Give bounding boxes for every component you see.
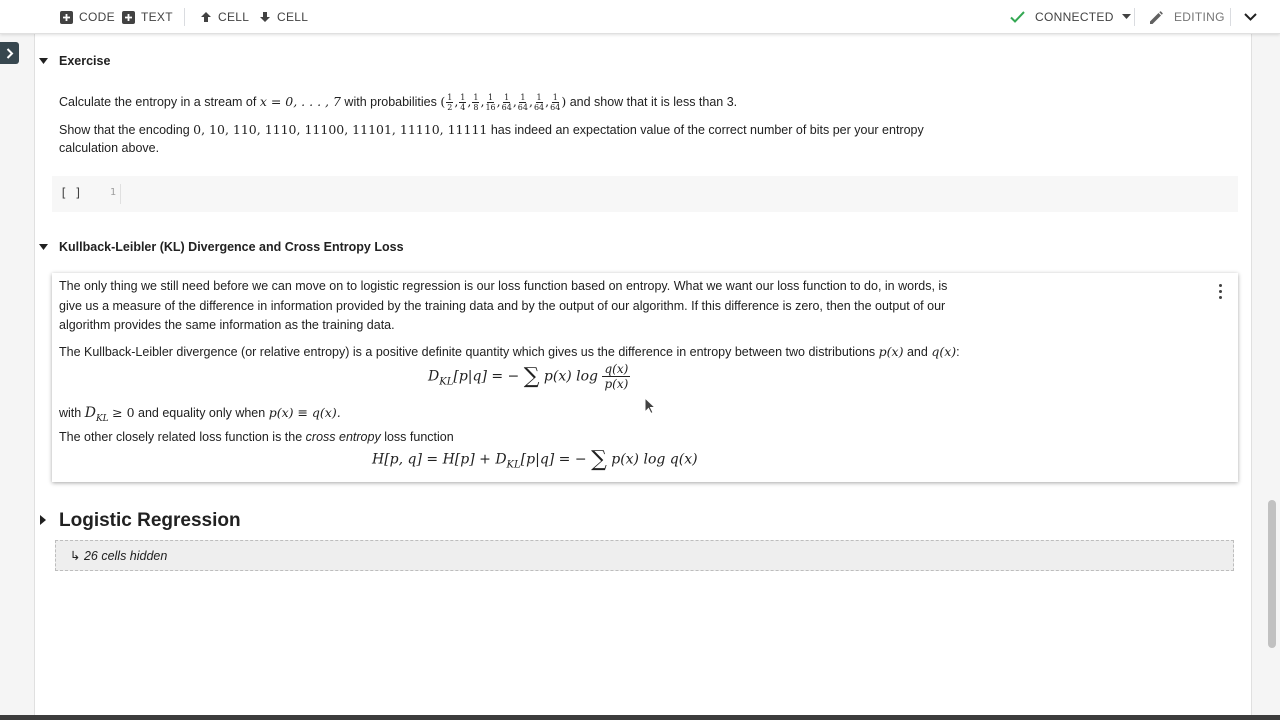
math-inline: ≥ 0 [112, 405, 135, 420]
kl-condition-line: with $D_{KL} \ge 0$ and equality only when p(x) ≡ q(x). [59, 405, 341, 424]
kl-paragraph-1-line-2: give us a measure of the difference in information provided by the training data and by the output of our algorithm. If this difference is zero, then the output of our [59, 299, 946, 313]
kl-paragraph-1-line-3: algorithm provides the same information as the training data. [59, 318, 395, 332]
left-gutter [0, 34, 35, 716]
sidebar-toggle-button[interactable] [0, 42, 19, 64]
math-subscript: KL [506, 459, 521, 471]
hidden-cells-indicator[interactable]: ↳ 26 cells hidden [55, 540, 1234, 571]
kl-divergence-equation [428, 362, 630, 391]
run-cell-button[interactable]: [ ] [60, 186, 82, 200]
text-run: with [59, 406, 82, 420]
text-run: with probabilities [344, 95, 437, 109]
emphasis-text: cross entropy [305, 430, 381, 444]
plus-box-icon [60, 11, 73, 24]
text-label: TEXT [141, 10, 173, 24]
probability-fraction: $\frac{1}{64}$ [533, 93, 545, 112]
connection-status-button[interactable] [1010, 0, 1137, 34]
collapse-caret-icon[interactable] [39, 244, 48, 250]
line-number: 1 [110, 187, 117, 198]
toolbar-divider [184, 8, 185, 26]
math-expression: [p|q] = − [520, 451, 587, 468]
text-run: has indeed an expectation value of the correct number of bits per your entropy [490, 123, 924, 137]
math-inline: x = 0, . . . , 7 [259, 94, 341, 109]
probability-fraction: $\frac{1}{64}$ [550, 93, 561, 112]
dropdown-arrow-icon [1122, 14, 1131, 20]
math-expression: p(x) log q(x) [611, 451, 698, 468]
text-run: Calculate the entropy in a stream of [59, 95, 257, 109]
expand-caret-icon[interactable] [40, 515, 46, 525]
code-label: CODE [79, 10, 115, 24]
move-cell-up-button[interactable] [200, 0, 249, 34]
collapse-caret-icon[interactable] [39, 58, 48, 64]
text-run: The other closely related loss function is the [59, 430, 303, 444]
probability-fraction: $\frac{1}{2}$ [447, 93, 453, 112]
section-heading-exercise: Exercise [59, 54, 111, 68]
probability-fraction: $\frac{1}{4}$ [460, 93, 466, 112]
exercise-paragraph-1 [59, 92, 737, 113]
text-run: and show that it is less than 3. [569, 95, 738, 109]
math-inline: 0, 10, 110, 1110, 11100, 11101, 11110, 11111 [193, 122, 488, 137]
toolbar-expand-button[interactable] [1244, 0, 1263, 34]
fraction-denominator: p(x) [604, 377, 629, 391]
fraction-numerator: q(x) [604, 362, 629, 376]
text-run: and [906, 345, 928, 359]
cross-entropy-equation [372, 447, 698, 472]
kl-paragraph-1-line-1: The only thing we still need before we can move on to logistic regression is our loss function based on entropy. What we want our loss function to do, in words, is [59, 279, 948, 293]
text-run: : [956, 345, 960, 359]
probability-list: ( $\frac{1}{2}$ , $\frac{1}{4}$ , $\frac{1}{8}$ , $\frac{1}{16}$ , $\frac{1}{64}$ , $\frac{1}{64}$ , $\frac{1}{64}$ , $\frac{1}{64}$ ) [440, 93, 567, 112]
plus-box-icon [122, 11, 135, 24]
mouse-cursor-icon [644, 397, 656, 415]
probability-fraction: $\frac{1}{64}$ [501, 93, 512, 112]
math-subscript: KL [439, 376, 454, 388]
editing-label: EDITING [1174, 10, 1225, 24]
math-inline: q(x) [931, 344, 957, 359]
bottom-edge [0, 715, 1280, 720]
math-symbol: D [428, 368, 440, 385]
math-sum-symbol: ∑ [523, 364, 540, 389]
exercise-paragraph-2 [59, 120, 924, 141]
code-editor-input[interactable] [120, 184, 121, 204]
scrollbar-thumb[interactable] [1268, 500, 1276, 648]
math-fraction [602, 362, 630, 391]
math-expression: p(x) log [543, 368, 599, 385]
math-expression: [p|q] = − [453, 368, 520, 385]
code-cell[interactable] [52, 176, 1238, 212]
chevron-down-icon [1244, 13, 1257, 21]
more-options-icon[interactable] [1213, 282, 1227, 300]
math-sum-symbol: ∑ [591, 447, 607, 472]
toolbar-divider [1134, 8, 1135, 26]
exercise-paragraph-2-line-2: calculation above. [59, 141, 160, 155]
text-run: The Kullback-Leibler divergence (or relative entropy) is a positive definite quantity which gives us the difference in entropy between two distributions [59, 345, 876, 359]
editing-mode-button[interactable] [1149, 0, 1225, 34]
section-heading-logistic-regression: Logistic Regression [59, 510, 241, 531]
probability-fraction: $\frac{1}{64}$ [517, 93, 528, 112]
kl-paragraph-3 [59, 428, 454, 448]
kl-paragraph-2 [59, 342, 960, 363]
toolbar-divider [1230, 8, 1231, 26]
section-heading-kl: Kullback-Leibler (KL) Divergence and Cross Entropy Loss [59, 240, 404, 254]
text-run: and equality only when [138, 406, 266, 420]
notebook-toolbar [0, 0, 1280, 34]
text-run: loss function [384, 430, 454, 444]
math-inline: p(x) ≡ q(x). [268, 405, 341, 420]
math-expression: H[p, q] = H[p] + D [372, 451, 507, 468]
add-text-cell-button[interactable] [122, 0, 173, 34]
arrow-down-icon [259, 11, 271, 23]
chevron-right-icon [6, 48, 14, 59]
probability-fraction: $\frac{1}{16}$ [485, 93, 496, 112]
probability-fraction: $\frac{1}{8}$ [473, 93, 479, 112]
checkmark-icon [1010, 11, 1025, 23]
cell-up-label: CELL [218, 10, 250, 24]
pencil-icon [1149, 10, 1164, 25]
arrow-up-icon [200, 11, 212, 23]
add-code-cell-button[interactable] [60, 0, 115, 34]
text-run: Show that the encoding [59, 123, 190, 137]
math-inline: p(x) [878, 344, 904, 359]
cell-down-label: CELL [277, 10, 309, 24]
move-cell-down-button[interactable] [259, 0, 308, 34]
connection-status-label: CONNECTED [1035, 10, 1114, 24]
